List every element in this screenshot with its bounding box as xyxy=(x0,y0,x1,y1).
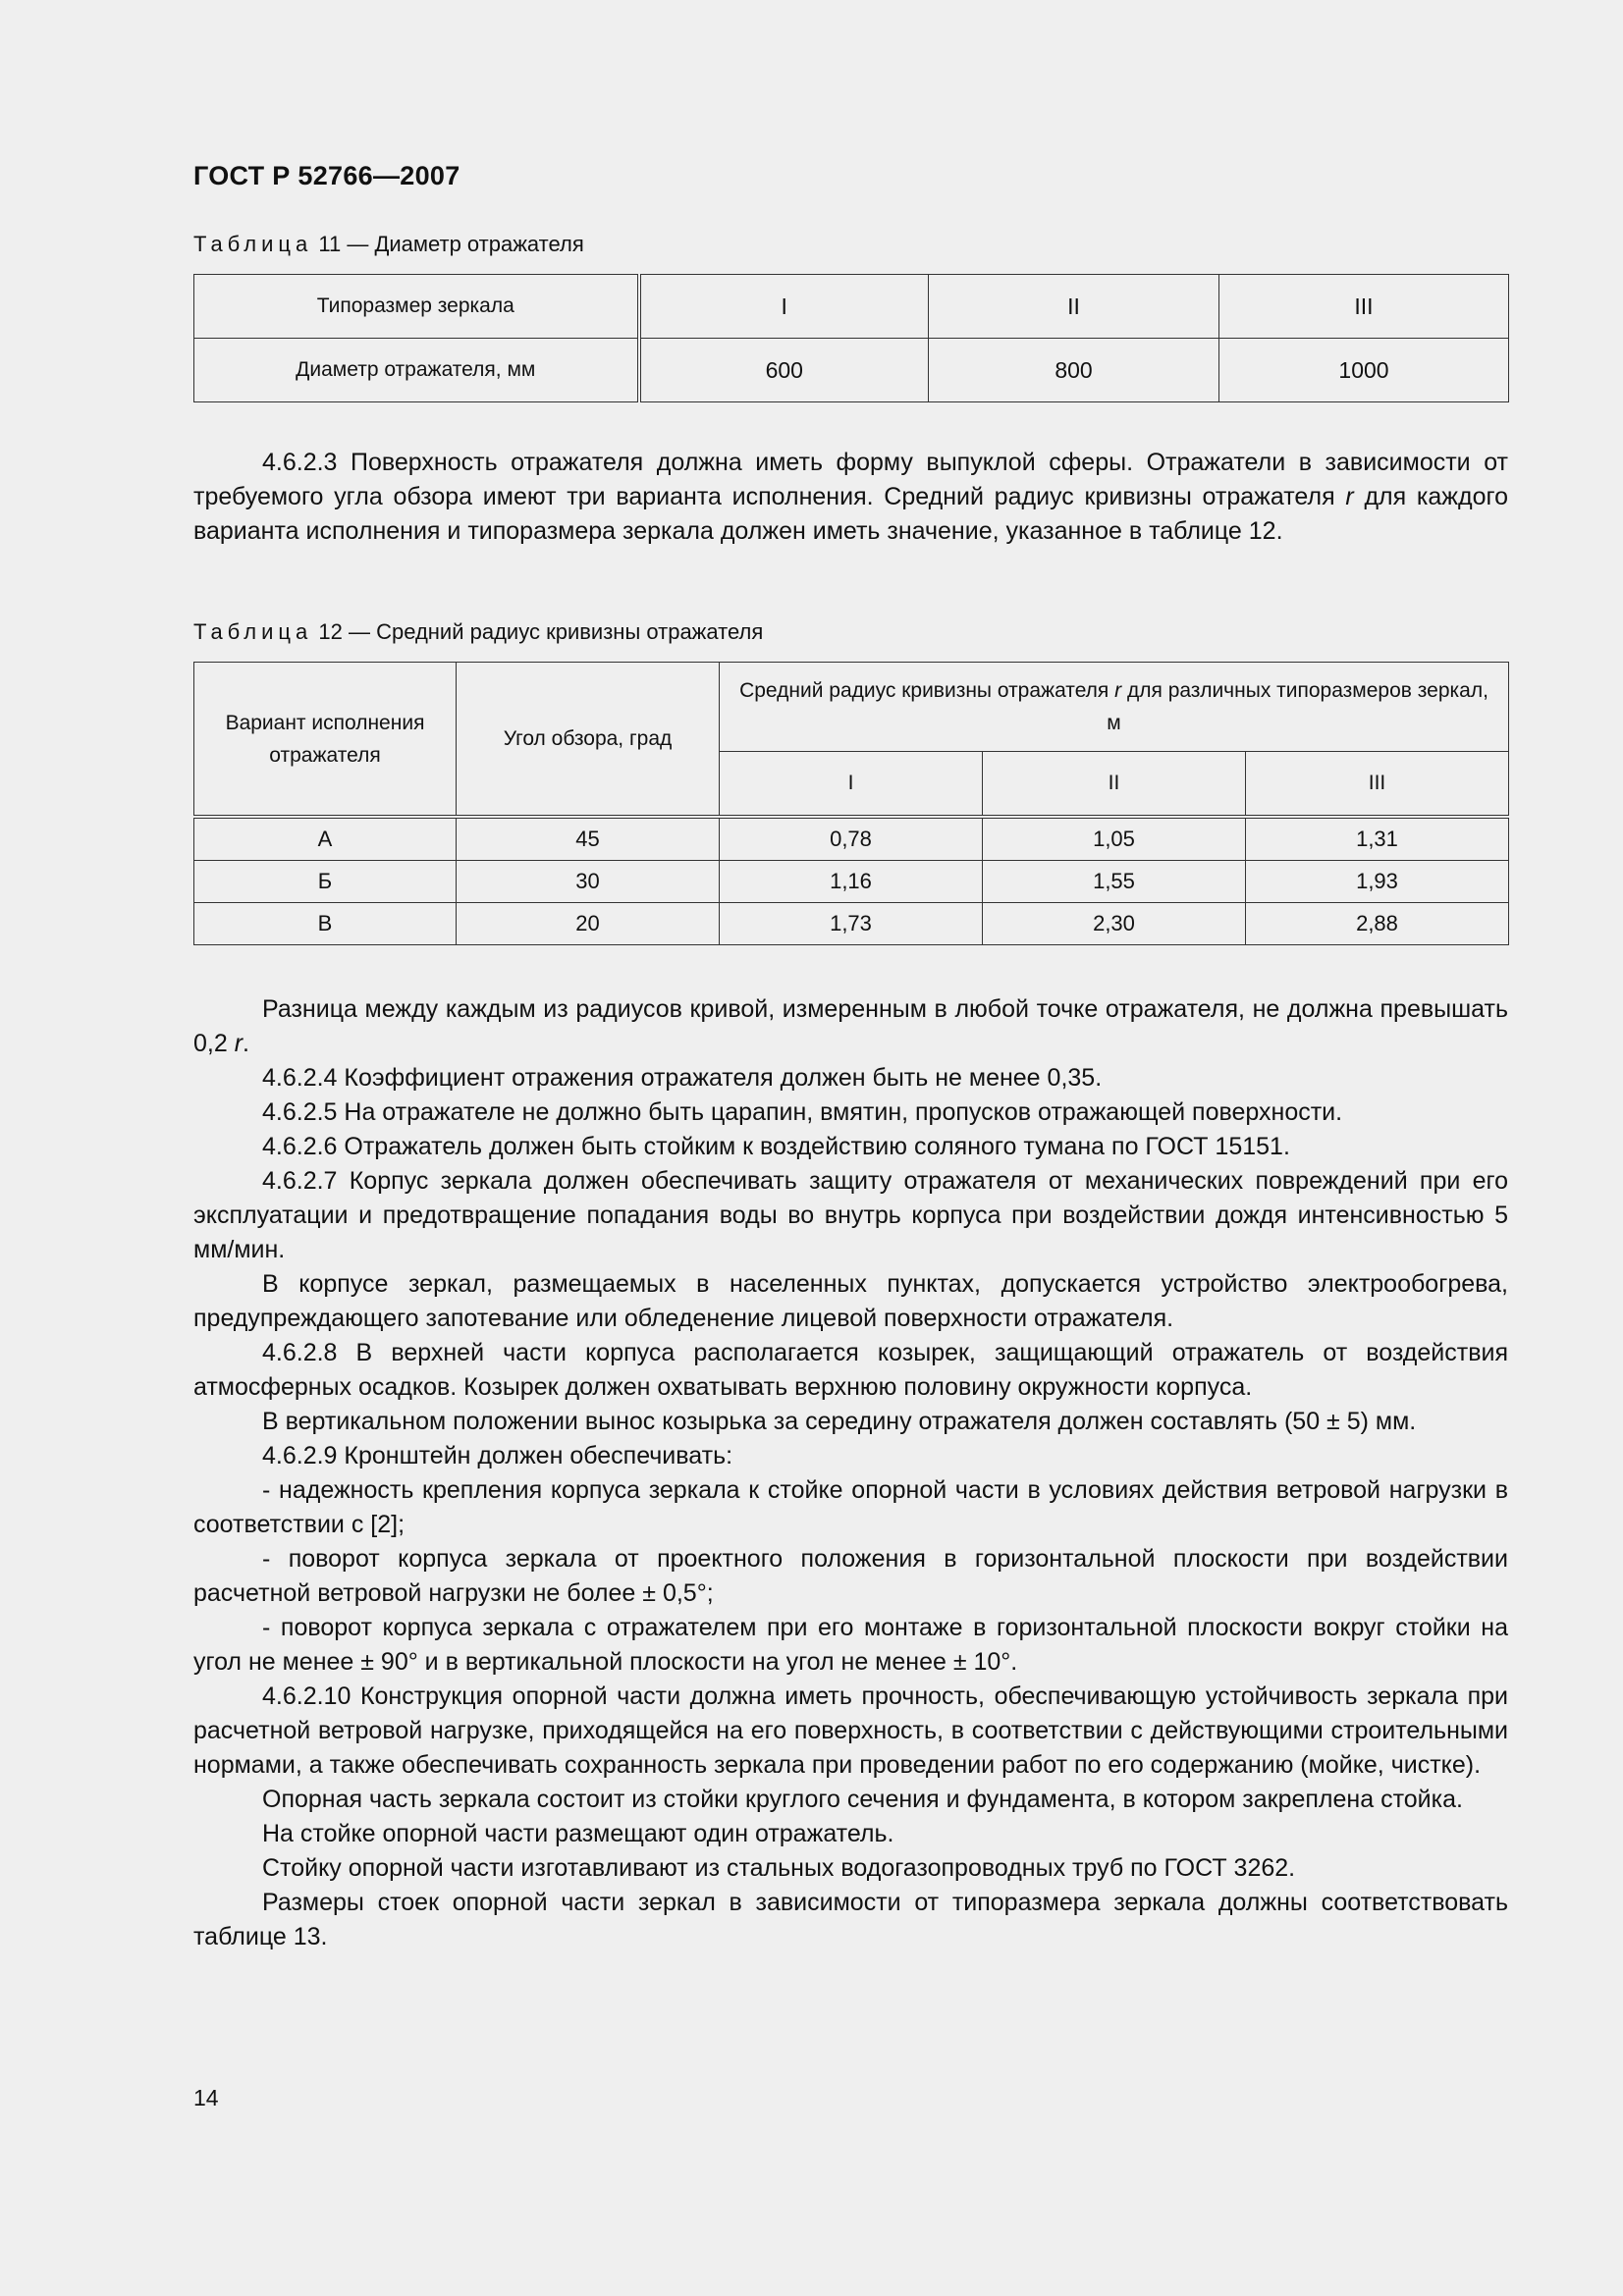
paragraph: Опорная часть зеркала состоит из стойки круглого сечения и фундамента, в котором закреплена стойка. xyxy=(262,1786,1463,1813)
table-header-row xyxy=(194,663,1509,752)
table-row xyxy=(194,275,1509,339)
paragraph: В корпусе зеркал, размещаемых в населенных пунктах, допускается устройство электрообогрева, предупреждающего запотевание или обледенение лицевой поверхности отражателя. xyxy=(193,1270,1508,1332)
column-header-size: I xyxy=(720,752,983,818)
table-cell: 2,30 xyxy=(983,903,1246,945)
table-12 xyxy=(193,662,1509,945)
paragraph-4-6-2-6: 4.6.2.6 Отражатель должен быть стойким к воздействию соляного тумана по ГОСТ 15151. xyxy=(262,1133,1290,1160)
document-code: ГОСТ Р 52766—2007 xyxy=(193,161,460,190)
paragraph-4-6-2-4: 4.6.2.4 Коэффициент отражения отражателя должен быть не менее 0,35. xyxy=(262,1064,1103,1092)
paragraph-4-6-2-5: 4.6.2.5 На отражателе не должно быть царапин, вмятин, пропусков отражающей поверхности. xyxy=(262,1098,1343,1126)
table-cell: 30 xyxy=(457,861,720,903)
page-number: 14 xyxy=(193,2085,219,2110)
r-symbol: r xyxy=(234,1030,243,1057)
table-cell: 800 xyxy=(929,339,1219,402)
column-header-size: III xyxy=(1246,752,1509,818)
paragraph-4-6-2-7: 4.6.2.7 Корпус зеркала должен обеспечивать защиту отражателя от механических повреждений при его эксплуатации и предотвращение попадания воды во внутрь корпуса при воздействии дождя интенсивностью 5 мм/мин. xyxy=(193,1167,1508,1263)
list-item: - поворот корпуса зеркала с отражателем при его монтаже в горизонтальной плоскости вокруг стойки на угол не менее ± 90° и в вертикальной плоскости на угол не менее ± 10°. xyxy=(193,1614,1508,1676)
r-symbol: r xyxy=(1345,483,1354,510)
table-cell: 600 xyxy=(639,339,929,402)
table-cell: 20 xyxy=(457,903,720,945)
caption-prefix: Таблица xyxy=(193,619,313,644)
paragraph-4-6-2-10: 4.6.2.10 Конструкция опорной части должна иметь прочность, обеспечивающую устойчивость зеркала при расчетной ветровой нагрузке, приходящейся на его поверхность, в соответствии с действующими строительными нормами, а также обеспечивать сохранность зеркала при проведении работ по его содержанию (мойке, чистке). xyxy=(193,1682,1508,1779)
paragraph-text: Разница между каждым из радиусов кривой, измеренным в любой точке отражателя, не должна превышать 0,2 xyxy=(193,995,1508,1057)
table-cell: 0,78 xyxy=(720,817,983,861)
paragraph: Размеры стоек опорной части зеркал в зависимости от типоразмера зеркала должны соответствовать таблице 13. xyxy=(193,1889,1508,1950)
table-row xyxy=(194,339,1509,402)
table-cell: 2,88 xyxy=(1246,903,1509,945)
caption-text: 11 — Диаметр отражателя xyxy=(312,232,584,256)
table-cell: Типоразмер зеркала xyxy=(194,275,639,339)
table-cell: 1,55 xyxy=(983,861,1246,903)
table-cell: 45 xyxy=(457,817,720,861)
paragraph-4-6-2-8: 4.6.2.8 В верхней части корпуса располагается козырек, защищающий отражатель от воздействия атмосферных осадков. Козырек должен охватывать верхнюю половину окружности корпуса. xyxy=(193,1339,1508,1401)
paragraph: На стойке опорной части размещают один отражатель. xyxy=(262,1820,894,1847)
table-11 xyxy=(193,274,1509,402)
table-cell: II xyxy=(929,275,1219,339)
table-cell: 1,73 xyxy=(720,903,983,945)
table-cell: III xyxy=(1219,275,1509,339)
table-cell: В xyxy=(194,903,457,945)
table-row xyxy=(194,817,1509,861)
paragraph: В вертикальном положении вынос козырька за середину отражателя должен составлять (50 ± 5) мм. xyxy=(262,1408,1417,1435)
paragraph: Стойку опорной части изготавливают из стальных водогазопроводных труб по ГОСТ 3262. xyxy=(262,1854,1296,1882)
paragraph xyxy=(193,992,1508,1061)
paragraph-4-6-2-9: 4.6.2.9 Кронштейн должен обеспечивать: xyxy=(262,1442,733,1469)
paragraph-text: . xyxy=(243,1030,249,1057)
paragraph-text: для каждого варианта исполнения и типоразмера зеркала должен иметь значение, указанное в таблице 12. xyxy=(193,483,1508,545)
table-cell: Б xyxy=(194,861,457,903)
list-item: - надежность крепления корпуса зеркала к стойке опорной части в условиях действия ветровой нагрузки в соответствии с [2]; xyxy=(193,1476,1508,1538)
column-header-variant: Вариант исполнения отражателя xyxy=(194,663,457,818)
column-header-angle: Угол обзора, град xyxy=(457,663,720,818)
caption-prefix: Таблица xyxy=(193,232,313,256)
column-header-size: II xyxy=(983,752,1246,818)
table-cell: I xyxy=(639,275,929,339)
caption-text: 12 — Средний радиус кривизны отражателя xyxy=(312,619,764,644)
header-text: Средний радиус кривизны отражателя xyxy=(739,679,1115,702)
table-cell: 1,05 xyxy=(983,817,1246,861)
table-cell: 1,16 xyxy=(720,861,983,903)
body-text xyxy=(193,992,1508,1954)
table-row xyxy=(194,861,1509,903)
table-11-caption xyxy=(193,232,584,257)
header-text: для различных типоразмеров зеркал, м xyxy=(1107,679,1488,734)
column-header-radius xyxy=(720,663,1509,752)
paragraph-text: 4.6.2.3 Поверхность отражателя должна иметь форму выпуклой сферы. Отражатели в зависимости от требуемого угла обзора имеют три варианта исполнения. Средний радиус кривизны отражателя xyxy=(193,449,1508,510)
paragraph-4-6-2-3 xyxy=(193,446,1508,549)
table-row xyxy=(194,903,1509,945)
table-cell: Диаметр отражателя, мм xyxy=(194,339,639,402)
table-cell: 1000 xyxy=(1219,339,1509,402)
list-item: - поворот корпуса зеркала от проектного положения в горизонтальной плоскости при воздействии расчетной ветровой нагрузки не более ± 0,5°; xyxy=(193,1545,1508,1607)
table-cell: 1,31 xyxy=(1246,817,1509,861)
r-symbol: r xyxy=(1114,679,1122,702)
table-cell: А xyxy=(194,817,457,861)
table-cell: 1,93 xyxy=(1246,861,1509,903)
table-12-caption xyxy=(193,619,763,645)
